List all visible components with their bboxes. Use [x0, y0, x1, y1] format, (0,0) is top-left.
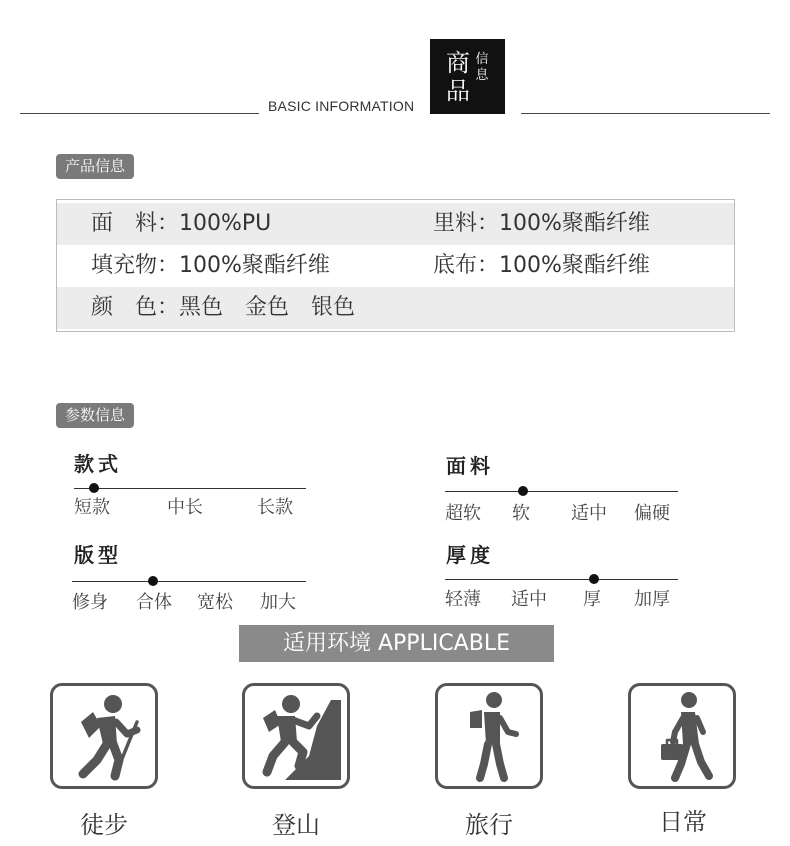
basic-information-label: BASIC INFORMATION [268, 98, 415, 114]
icon-label-daily: 日常 [659, 808, 707, 836]
material-cell: 面 料：100%PU [91, 211, 272, 236]
slider-label: 轻薄 [445, 589, 481, 610]
daily-walk-icon [628, 683, 736, 789]
color-cell: 颜 色：黑色 金色 银色 [91, 295, 356, 320]
slider-label: 中长 [167, 497, 203, 518]
table-row [57, 245, 734, 287]
applicable-banner: 适用环境 APPLICABLE [239, 625, 554, 662]
slider-label: 宽松 [197, 592, 233, 613]
slider-label: 适中 [571, 503, 607, 524]
icon-label-hiking: 徒步 [80, 811, 128, 839]
slider-dot-style [89, 483, 99, 493]
climbing-icon [242, 683, 350, 789]
slider-label: 厚 [583, 589, 601, 610]
slider-track-thickness [445, 579, 678, 580]
slider-dot-fit [148, 576, 158, 586]
param-title-thickness: 厚度 [446, 543, 494, 567]
param-title-style: 款式 [74, 452, 122, 476]
slider-label: 软 [512, 503, 530, 524]
table-row [57, 287, 734, 329]
slider-label: 偏硬 [634, 503, 670, 524]
badge-small-text: 信 息 [475, 52, 489, 83]
slider-label: 修身 [72, 592, 108, 613]
slider-label: 长款 [257, 497, 293, 518]
icon-label-travel: 旅行 [465, 811, 513, 839]
param-info-tag: 参数信息 [56, 403, 134, 428]
header-line-right [521, 113, 770, 114]
param-title-fit: 版型 [74, 543, 122, 567]
slider-label: 加厚 [634, 589, 670, 610]
header-line-left [20, 113, 259, 114]
slider-track-fabric [445, 491, 678, 492]
slider-label: 加大 [260, 592, 296, 613]
filling-cell: 填充物：100%聚酯纤维 [91, 253, 330, 278]
icon-label-climbing: 登山 [272, 811, 320, 839]
lining-cell: 里料：100%聚酯纤维 [433, 211, 650, 236]
slider-label: 合体 [136, 592, 172, 613]
product-info-table [56, 199, 735, 332]
product-info-tag: 产品信息 [56, 154, 134, 179]
slider-label: 短款 [74, 497, 110, 518]
product-info-badge [430, 39, 505, 114]
slider-label: 超软 [445, 503, 481, 524]
param-title-fabric: 面料 [446, 454, 494, 478]
slider-dot-thickness [589, 574, 599, 584]
travel-icon [435, 683, 543, 789]
table-row [57, 203, 734, 245]
slider-track-style [74, 488, 306, 489]
slider-track-fit [72, 581, 306, 582]
hiking-icon [50, 683, 158, 789]
badge-big-text: 商 品 [446, 49, 470, 105]
slider-label: 适中 [511, 589, 547, 610]
base-cloth-cell: 底布：100%聚酯纤维 [433, 253, 650, 278]
slider-dot-fabric [518, 486, 528, 496]
